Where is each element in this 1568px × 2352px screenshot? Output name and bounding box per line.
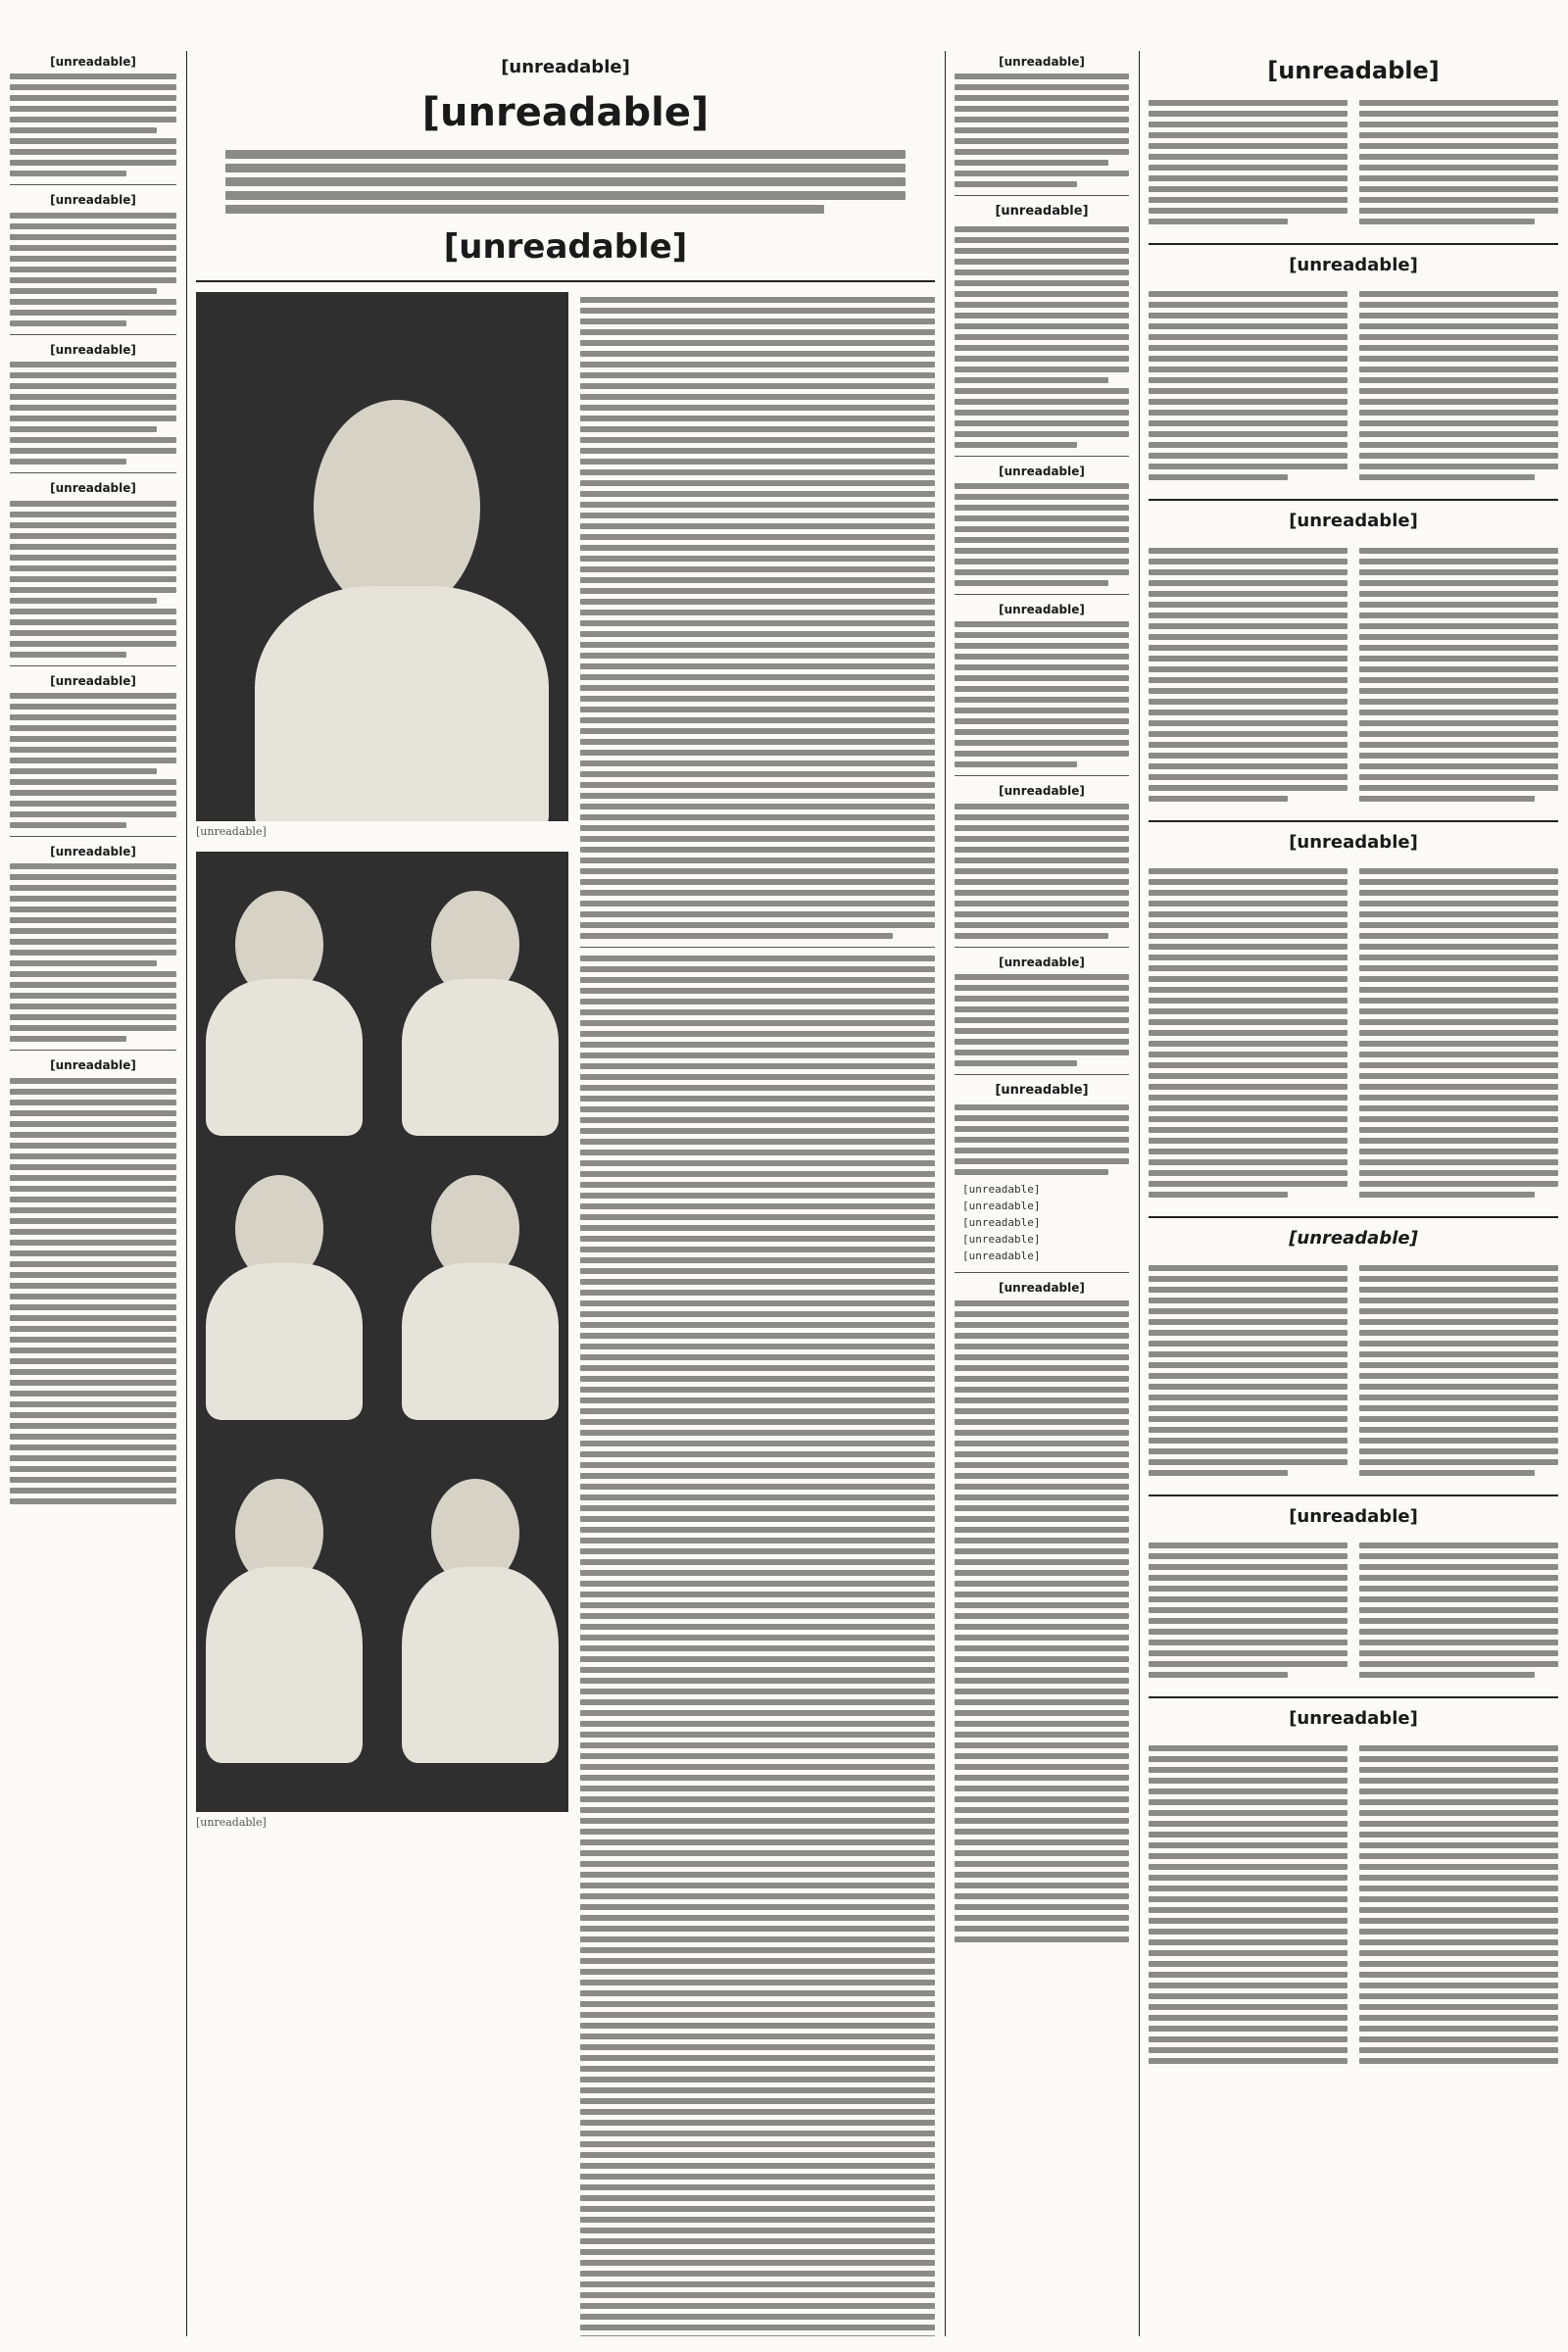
main-kicker: [unreadable] [501, 57, 630, 77]
headline: [unreadable] [1267, 57, 1440, 84]
price-row: [unreadable] [962, 1200, 1041, 1213]
article-text [1359, 1538, 1558, 1683]
main-subheadline: [unreadable] [443, 226, 688, 267]
headline: [unreadable] [995, 204, 1089, 220]
main-story [196, 51, 935, 2336]
headline: [unreadable] [50, 673, 136, 688]
price-row: [unreadable] [962, 1233, 1041, 1247]
column-rule [945, 51, 946, 2336]
article-text [1149, 1538, 1348, 1683]
article-text [955, 804, 1129, 939]
headline: [unreadable] [999, 603, 1085, 617]
column-rule [1139, 51, 1140, 2336]
article-text [1149, 1260, 1348, 1481]
photo-sequence [196, 852, 568, 1812]
headline: [unreadable] [1289, 1708, 1418, 1730]
headline: [unreadable] [999, 955, 1085, 969]
headline: [unreadable] [999, 464, 1085, 478]
article-text [955, 74, 1129, 187]
article-text [955, 1104, 1129, 1175]
article-text [10, 74, 176, 176]
photo-caption: [unreadable] [196, 825, 267, 839]
main-text-column [580, 292, 935, 2336]
photo-caption: [unreadable] [196, 1815, 267, 1829]
headline: [unreadable] [995, 1083, 1089, 1099]
article-text [10, 693, 176, 828]
article-text [1149, 286, 1348, 485]
headline: [unreadable] [1289, 254, 1418, 275]
right-column [1149, 51, 1558, 2336]
article-text [1149, 543, 1348, 807]
article-text [955, 483, 1129, 586]
article-text [1359, 1740, 1558, 2069]
article-text [955, 1300, 1129, 1942]
column-rule [186, 51, 187, 2336]
main-headline: [unreadable] [421, 89, 710, 135]
headline: [unreadable] [50, 844, 136, 858]
article-text [10, 1078, 176, 1504]
headline: [unreadable] [50, 1058, 136, 1073]
article-text [580, 297, 935, 939]
article-text [955, 226, 1129, 448]
headline: [unreadable] [50, 193, 136, 208]
photo-column [196, 292, 568, 2336]
article-text [10, 501, 176, 658]
article-text [1149, 1740, 1348, 2069]
price-row: [unreadable] [962, 1183, 1041, 1197]
headline: [unreadable] [1289, 1228, 1418, 1250]
price-row: [unreadable] [962, 1216, 1041, 1230]
article-text [1359, 286, 1558, 485]
article-text [1359, 863, 1558, 1202]
headline: [unreadable] [999, 55, 1085, 69]
article-text [10, 362, 176, 465]
defendant-photo [196, 292, 568, 821]
article-text [955, 621, 1129, 767]
main-deck [196, 150, 935, 214]
article-text [10, 863, 176, 1042]
article-text [580, 956, 935, 2336]
left-column [10, 51, 176, 2336]
headline: [unreadable] [50, 481, 136, 496]
article-text [1359, 95, 1558, 229]
center-right-column [955, 51, 1129, 2336]
headline: [unreadable] [1289, 511, 1418, 532]
headline: [unreadable] [1289, 1505, 1418, 1527]
price-table [955, 1181, 1129, 1264]
headline: [unreadable] [1289, 831, 1418, 853]
headline: [unreadable] [999, 1281, 1085, 1296]
price-row: [unreadable] [962, 1250, 1041, 1263]
article-text [1359, 543, 1558, 807]
headline: [unreadable] [999, 784, 1085, 799]
article-text [955, 974, 1129, 1066]
article-text [10, 213, 176, 326]
article-text [1149, 863, 1348, 1202]
article-text [1149, 95, 1348, 229]
headline: [unreadable] [50, 55, 136, 69]
headline: [unreadable] [50, 342, 136, 357]
article-text [1359, 1260, 1558, 1481]
